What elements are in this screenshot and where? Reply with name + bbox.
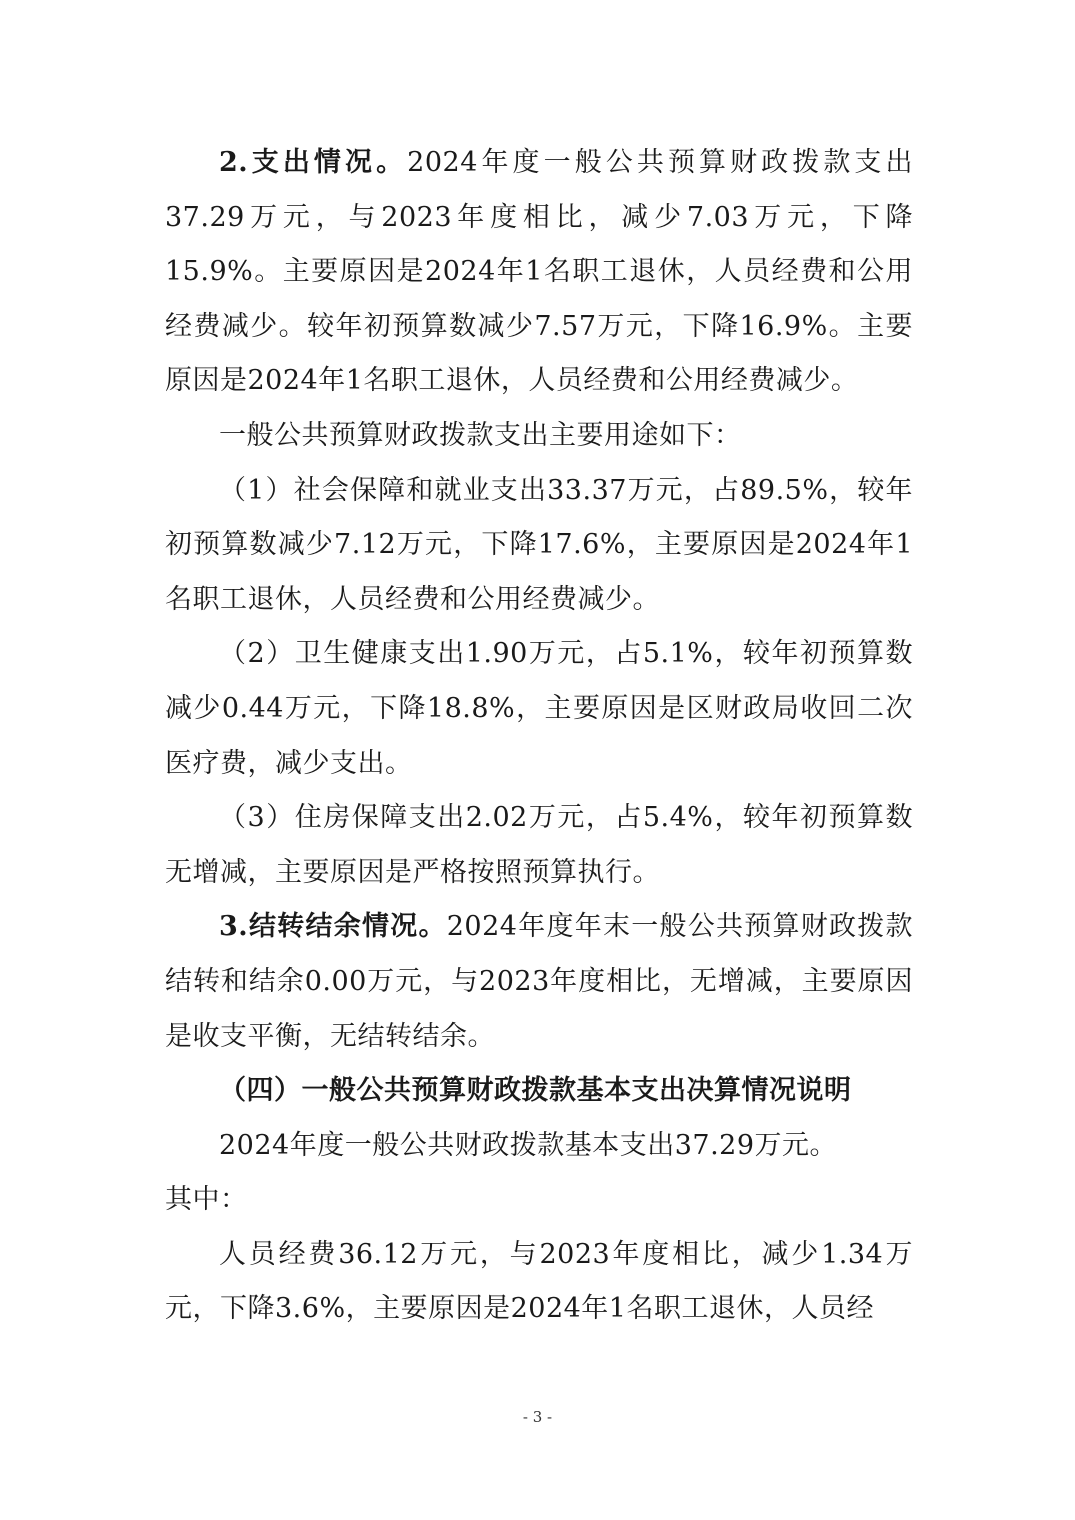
section-lead-carryover: 3.结转结余情况。 xyxy=(219,911,447,943)
paragraph-expenditure xyxy=(165,136,913,409)
paragraph-basic-total: 2024年度一般公共财政拨款基本支出37.29万元。 xyxy=(219,1129,838,1161)
expenditure-text: 2024年度一般公共预算财政拨款支出37.29万元，与2023年度相比，减少7.03万元，下降15.9%。主要原因是2024年1名职工退休，人员经费和公用经费减少。较年初预算数减少7.57万元，下降16.9%。主要原因是2024年1名职工退休，人员经费和公用经费减少。 xyxy=(165,147,913,397)
paragraph-uses-intro: 一般公共预算财政拨款支出主要用途如下： xyxy=(219,419,742,451)
paragraph-carryover xyxy=(165,900,913,1064)
paragraph-use-housing: （3）住房保障支出2.02万元，占5.4%，较年初预算数无增减，主要原因是严格按照预算执行。 xyxy=(165,802,913,888)
paragraph-personnel: 人员经费36.12万元，与2023年度相比，减少1.34万元，下降3.6%，主要原因是2024年1名职工退休，人员经 xyxy=(165,1238,913,1325)
paragraph-use-health: （2）卫生健康支出1.90万元，占5.1%，较年初预算数减少0.44万元，下降18.8%，主要原因是区财政局收回二次医疗费，减少支出。 xyxy=(165,638,913,779)
section-heading-basic-expenditure: （四）一般公共预算财政拨款基本支出决算情况说明 xyxy=(219,1075,852,1107)
carryover-text: 2024年度年末一般公共预算财政拨款结转和结余0.00万元，与2023年度相比，无增减，主要原因是收支平衡，无结转结余。 xyxy=(165,911,914,1052)
document-body xyxy=(165,136,913,1337)
section-lead-expenditure: 2.支出情况。 xyxy=(219,147,408,178)
paragraph-qizhong: 其中： xyxy=(165,1184,248,1216)
paragraph-use-social-security: （1）社会保障和就业支出33.37万元，占89.5%，较年初预算数减少7.12万元，下降17.6%，主要原因是2024年1名职工退休，人员经费和公用经费减少。 xyxy=(165,474,913,615)
page-number: - 3 - xyxy=(522,1408,553,1426)
